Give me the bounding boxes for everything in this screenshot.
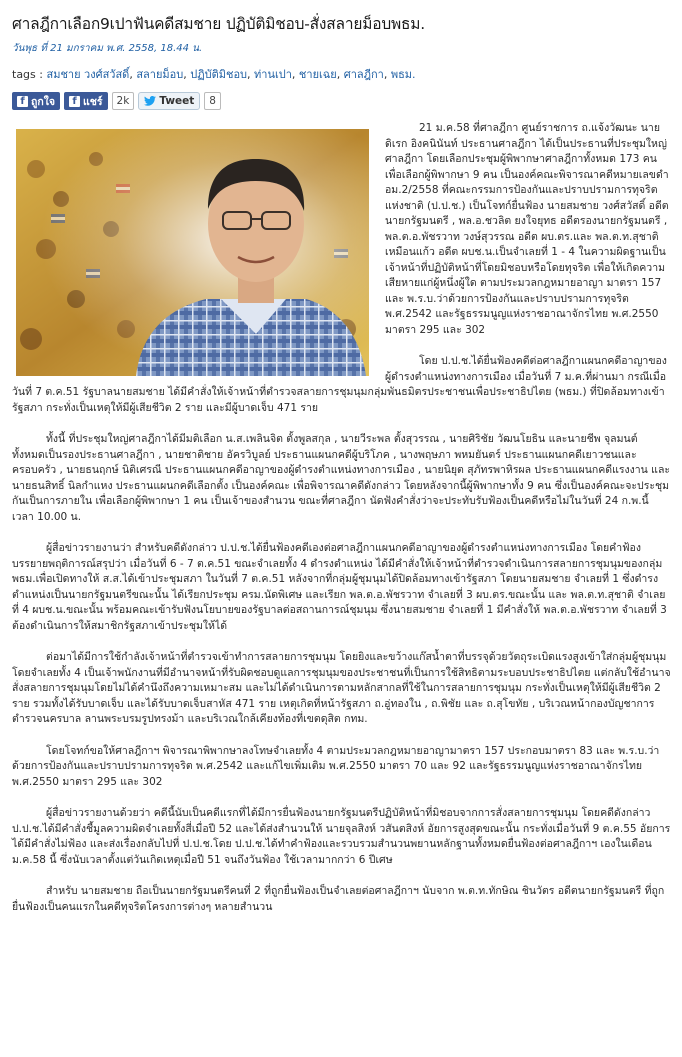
tag-link[interactable]: ท่านเปา (254, 68, 292, 81)
twitter-bird-icon (144, 96, 156, 106)
news-photo (16, 129, 369, 376)
paragraph: ผู้สื่อข่าวรายงานว่า สำหรับคดีดังกล่าว ป.ป.ช.ได้ยื่นฟ้องคดีเองต่อศาลฎีกาแผนกคดีอาญาของผู้ดำรงตำแหน่งทางการเมือง โดยคำฟ้องบรรยายพฤติการณ์สรุปว่า เมื่อวันที่ 6 - 7 ต.ค.51 ขณะจำเลยทั้ง 4 ดำรงตำแหน่ง ได้มีคำสั่งให้เจ้าหน้าที่ตำรวจดำเนินการสลายการชุมนุมของกลุ่ม พธม.เพื่อเปิดทางให้ ส.ส.ได้เข้าประชุมสภา ในวันที่ 7 ต.ค.51 หลังจากที่กลุ่มผู้ชุมนุมได้ปิดล้อมทางเข้ารัฐสภา โดยนายสมชาย จำเลยที่ 1 ซึ่งดำรงตำแหน่งเป็นนายกรัฐมนตรีขณะนั้น ได้เรียกประชุม ครม.นัดพิเศษ และเรียก พล.ต.อ.พัชรวาท จำเลยที่ 3 ผบ.ตร.ขณะนั้น และ พล.ต.ท.สุชาติ จำเลยที่ 4 ผบช.น.ขณะนั้น พร้อมคณะเข้ารับฟังนโยบายของรัฐบาลต่อสถานการณ์ชุมนุม ซึ่งนายสมชาย จำเลยที่ 1 มีคำสั่งให้ พล.ต.อ.พัชรวาท จำเลยที่ 3 ต้องดำเนินการให้สมาชิกรัฐสภาเข้าประชุมให้ได้ (12, 542, 667, 632)
share-label: แชร์ (83, 95, 103, 108)
tweet-count: 8 (204, 92, 221, 110)
tag-link[interactable]: สลายม็อบ (136, 68, 184, 81)
tag-link[interactable]: พธม. (390, 68, 416, 81)
tag-link[interactable]: ศาลฎีกา (343, 68, 384, 81)
share-count: 2k (112, 92, 135, 110)
paragraph: ทั้งนี้ ที่ประชุมใหญ่ศาลฎีกาได้มีมติเลือก น.ส.เพลินจิต ตั้งพูลสกุล , นายวีระพล ตั้งสุวรรณ , นายศิริชัย วัฒนโยธิน และนายชีพ จุลมนต์ ทั้งหมดเป็นรองประธานศาลฎีกา , นายชาติชาย อัครวิบูลย์ ประธานแผนกคดีผู้บริโภค , นางพฤษภา พหมยันตร์ ประธานแผนกคดีเยาวชนและครอบครัว , นายธนฤกษ์ นิติเศรณี ประธานแผนกคดีอาญาของผู้ดำรงตำแหน่งทางการเมือง , นายนิยุต สุภัทรพาหิรผล ประธานแผนกคดีแรงงาน และนายธนสิทธิ์ นิลกำแหง ประธานแผนกคดีเลือกตั้ง เป็นองค์คณะ เพื่อพิจารณาคดีดังกล่าว โดยหลังจากนี้ผู้พิพากษาทั้ง 9 คน ซึ่งเป็นองค์คณะจะประชุมกันเป็นการภายใน เพื่อเลือกผู้พิพากษา 1 คน เป็นเจ้าของสำนวน ขณะที่ศาลฎีกา นัดฟังคำสั่งว่าจะประทับรับฟ้องเป็นคดีหรือไม่ในวันที่ 24 ก.พ.นี้ เวลา 10.00 น. (12, 433, 671, 523)
article-container (12, 0, 672, 931)
paragraph: ต่อมาได้มีการใช้กำลังเจ้าหน้าที่ตำรวจเข้าทำการสลายการชุมนุม โดยยิงและขว้างแก๊สน้ำตาที่บรรจุด้วยวัตถุระเบิดแรงสูงเข้าใส่กลุ่มผู้ชุมนุม โดยจำเลยทั้ง 4 เป็นเจ้าพนักงานที่มีอำนาจหน้าที่รับผิดชอบดูแลการชุมนุมของประชาชนที่เป็นการใช้สิทธิตามระบอบประชาธิปไตย แต่กลับใช้อำนาจสั่งสลายการชุมนุมโดยไม่ได้คำนึงถึงความเหมาะสม และไม่ได้ดำเนินการตามหลักสากลที่ใช้ในการสลายการชุมนุม กระทั่งเป็นเหตุให้มีผู้เสียชีวิต 2 ราย รวมทั้งได้รับบาดเจ็บ และได้รับบาดเจ็บสาหัส 471 ราย เหตุเกิดที่หน้ารัฐสภา ถ.อู่ทองใน , ถ.พิชัย และ ถ.สุโขทัย , บริเวณหน้ากองบัญชาการตำรวจนครบาล ลานพระบรมรูปทรงม้า และบริเวณใกล้เคียงท้องที่เขตดุสิต กทม. (12, 651, 671, 725)
paragraph: โดยโจทก์ขอให้ศาลฎีกาฯ พิจารณาพิพากษาลงโทษจำเลยทั้ง 4 ตามประมวลกฎหมายอาญามาตรา 157 ประกอบมาตรา 83 และ พ.ร.บ.ว่าด้วยการป้องกันและปราบปรามการทุจริต พ.ศ.2542 และแก้ไขเพิ่มเติม พ.ศ.2550 มาตรา 70 และ 92 และรัฐธรรมนูญแห่งราชอาณาจักรไทย พ.ศ.2550 มาตรา 295 และ 302 (12, 744, 660, 788)
facebook-share-button[interactable] (64, 92, 108, 110)
portrait-photo (16, 129, 369, 376)
facebook-icon: f (69, 96, 80, 107)
dateline: วันพุธ ที่ 21 มกราคม พ.ศ. 2558, 18.44 น. (12, 43, 203, 54)
tweet-label: Tweet (159, 95, 195, 107)
paragraph: สำหรับ นายสมชาย ถือเป็นนายกรัฐมนตรีคนที่ 2 ที่ถูกยื่นฟ้องเป็นจำเลยต่อศาลฎีกาฯ นับจาก พ.ต.ท.ทักษิณ ชินวัตร อดีตนายกรัฐมนตรี ที่ถูกยื่นฟ้องเป็นคนแรกในคดีทุจริตโครงการต่างๆ หลายสำนวน (12, 885, 665, 913)
tag-link[interactable]: ชายเฉย (298, 68, 337, 81)
paragraph: 21 ม.ค.58 ที่ศาลฎีกา ศูนย์ราชการ ถ.แจ้งวัฒนะ นายดิเรก อิงคนินันท์ ประธานศาลฎีกา ได้เป็นประธานที่ประชุมใหญ่ศาลฎีกา โดยเลือกประชุมผู้พิพากษาศาลฎีกาทั้งหมด 173 คน เพื่อเลือกผู้พิพากษา 9 คน เป็นองค์คณะพิจารณาคดีหมายเลขดำ อม.2/2558 ที่คณะกรรมการป้องกันและปราบปรามการทุจริตแห่งชาติ (ป.ป.ช.) เป็นโจทก์ยื่นฟ้อง นายสมชาย วงศ์สวัสดิ์ อดีตนายกรัฐมนตรี , พล.อ.ชวลิต ยงใจยุทธ อดีตรองนายกรัฐมนตรี , พล.ต.อ.พัชรวาท วงษ์สุวรรณ อดีต ผบ.ตร.และ พล.ต.ท.สุชาติ เหมือนแก้ว อดีต ผบช.น.เป็นจำเลยที่ 1 - 4 ในความผิดฐานเป็นเจ้าหน้าที่ปฏิบัติหน้าที่โดยมิชอบหรือโดยทุจริต เพื่อให้เกิดความเสียหายแก่ผู้หนึ่งผู้ใด ตามประมวลกฎหมายอาญา มาตรา 157 และ พ.ร.บ.ว่าด้วยการป้องกันและปราบปรามการทุจริต พ.ศ.2542 และรัฐธรรมนูญแห่งราชอาณาจักรไทย พ.ศ.2550 มาตรา 295 และ 302 (385, 122, 669, 336)
facebook-like-button[interactable] (12, 92, 60, 110)
tag-link[interactable]: สมชาย วงศ์สวัสดิ์ (46, 68, 130, 81)
like-label: ถูกใจ (31, 95, 55, 108)
facebook-icon: f (17, 96, 28, 107)
headline: ศาลฎีกาเลือก9เปาฟันคดีสมชาย ปฏิบัติมิชอบ-สั่งสลายม็อบพธม. (12, 15, 426, 33)
tag-list: tags : สมชาย วงศ์สวัสดิ์, สลายม็อบ, ปฏิบัติมิชอบ, ท่านเปา, ชายเฉย, ศาลฎีกา, พธม. (12, 68, 416, 81)
paragraph: โดย ป.ป.ช.ได้ยื่นฟ้องคดีต่อศาลฎีกาแผนกคดีอาญาของผู้ดำรงตำแหน่งทางการเมือง เมื่อวันที่ 7 ม.ค.ที่ผ่านมา กรณีเมื่อวันที่ 7 ต.ค.51 รัฐบาลนายสมชาย ได้มีคำสั่งให้เจ้าหน้าที่ตำรวจสลายการชุมนุมกลุ่มพันธมิตรประชาชนเพื่อประชาธิปไตย (พธม.) ที่ปิดล้อมทางเข้ารัฐสภา กระทั่งเป็นเหตุให้มีผู้เสียชีวิต 2 ราย และมีผู้บาดเจ็บ 471 ราย (12, 355, 667, 414)
tags-label: tags : (12, 68, 43, 81)
article-body (12, 121, 672, 915)
tag-link[interactable]: ปฏิบัติมิชอบ (190, 68, 248, 81)
tweet-button[interactable] (138, 92, 200, 110)
share-bar (12, 91, 672, 111)
paragraph: ผู้สื่อข่าวรายงานด้วยว่า คดีนี้นับเป็นคดีแรกที่ได้มีการยื่นฟ้องนายกรัฐมนตรีปฏิบัติหน้าที่มิชอบจากการสั่งสลายการชุมนุม โดยคดีดังกล่าว ป.ป.ช.ได้มีคำสั่งชี้มูลความผิดจำเลยทั้งสี่เมื่อปี 52 และได้ส่งสำนวนให้ นายจุลสิงห์ วสันตสิงห์ อัยการสูงสุดขณะนั้น กระทั่งเมื่อวันที่ 9 ต.ค.55 อัยการได้มีคำสั่งไม่ฟ้อง และส่งเรื่องกลับไปที่ ป.ป.ช.โดย ป.ป.ช.ได้ทำคำฟ้องและรวบรวมสำนวนพยานหลักฐานทั้งหมดยื่นฟ้องต่อศาลฎีกาฯ เองในเดือน ม.ค.58 นี้ ซึ่งนับเวลาตั้งแต่วันเกิดเหตุเมื่อปี 51 จนถึงวันฟ้อง ใช้เวลามากกว่า 6 ปีเศษ (12, 807, 671, 866)
